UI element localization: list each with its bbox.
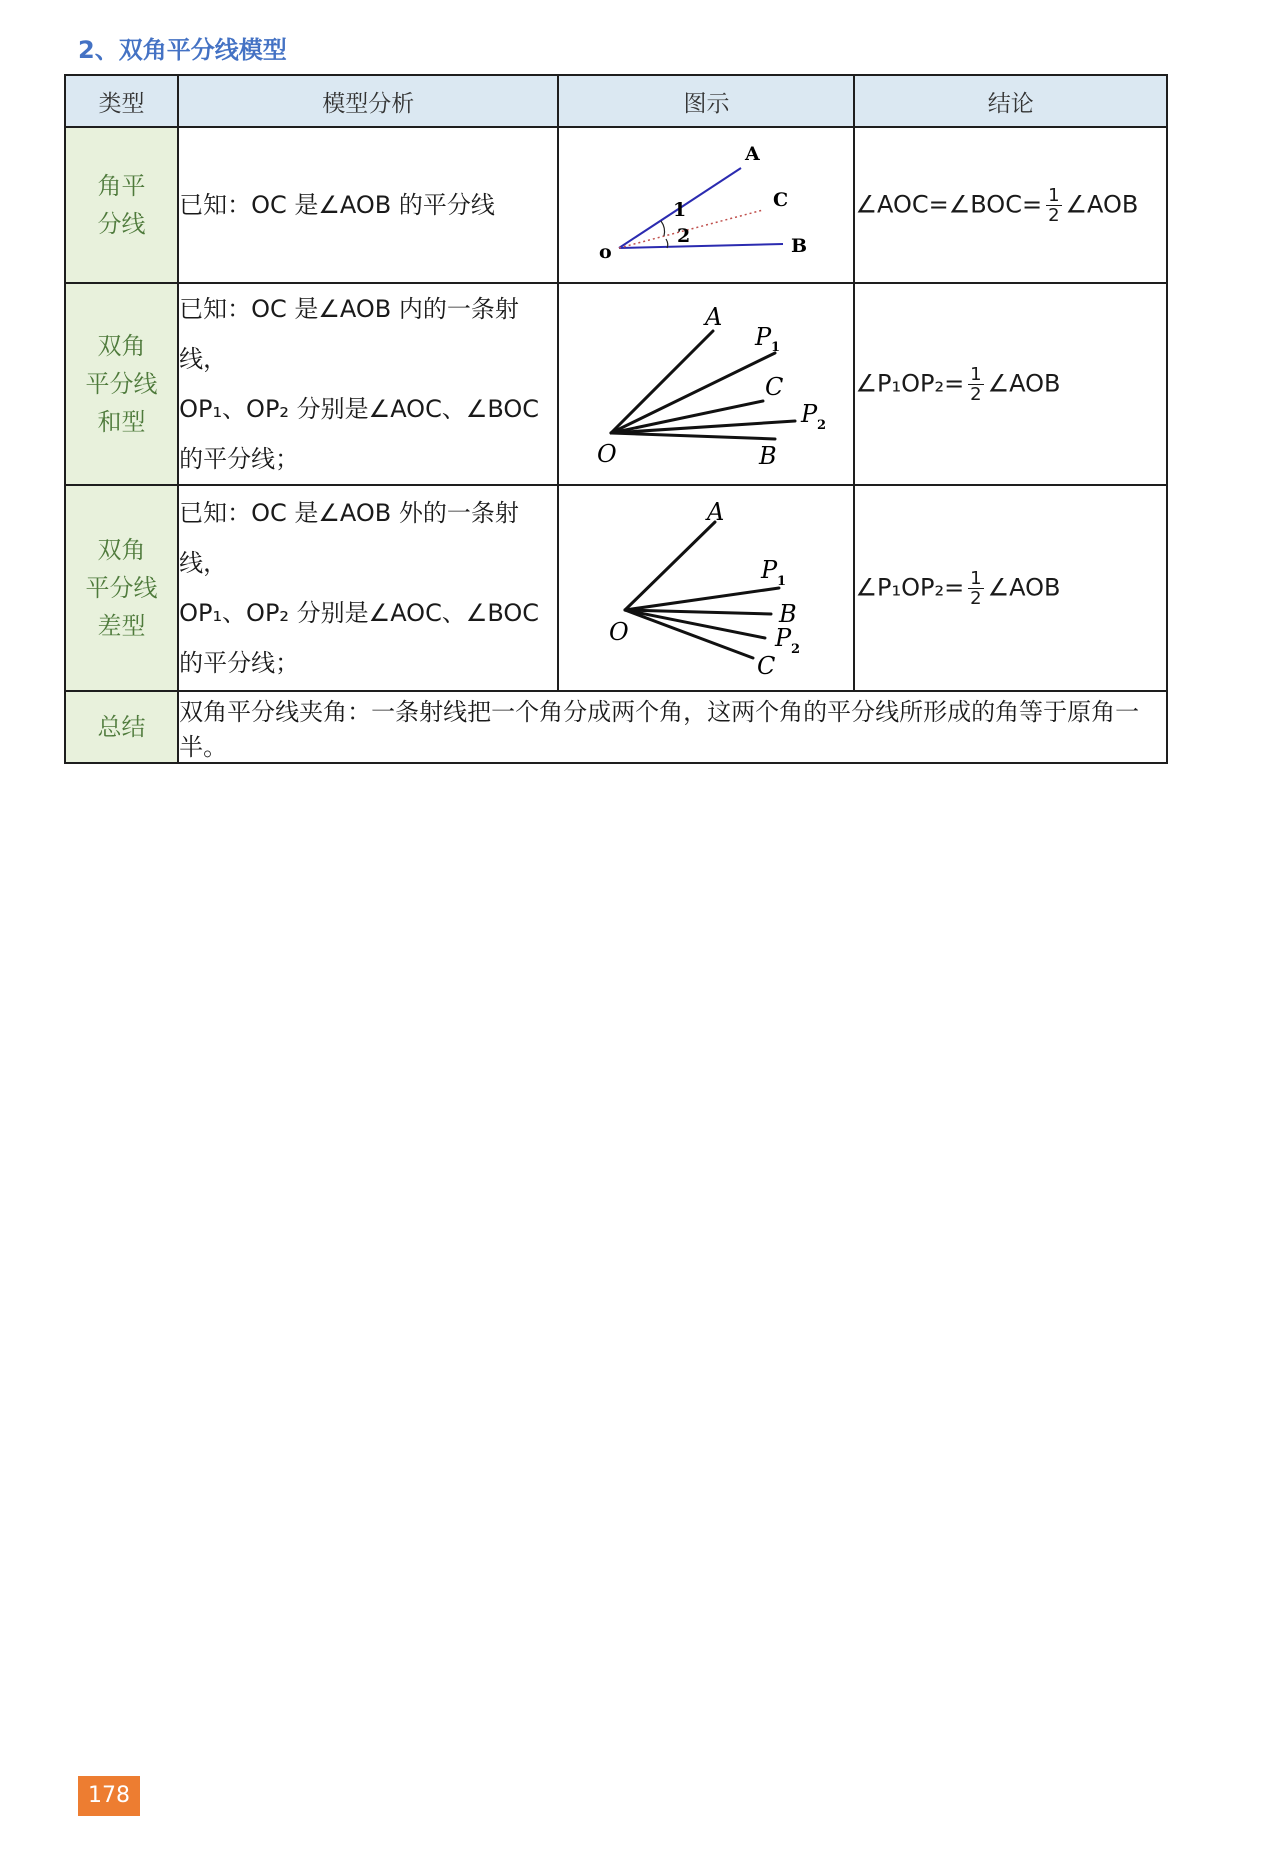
type-cell [65, 127, 178, 283]
fraction-half [1046, 186, 1061, 225]
fraction-numerator: 1 [970, 567, 982, 589]
label-C: C [757, 652, 776, 680]
type-line: 双角 [97, 536, 146, 564]
label-angle-1: 1 [673, 199, 687, 221]
label-B: B [791, 235, 808, 257]
type-line: 平分线 [85, 370, 158, 398]
fraction-numerator: 1 [1048, 184, 1060, 206]
header-conclusion: 结论 [854, 75, 1167, 127]
type-line: 和型 [97, 408, 146, 436]
fraction-numerator: 1 [970, 363, 982, 385]
label-O: o [599, 241, 613, 263]
fraction-denominator: 2 [970, 383, 982, 405]
analysis-line: OP₁、OP₂ 分别是∠AOC、∠BOC [179, 599, 540, 627]
figure-cell [558, 485, 854, 691]
label-P1-subscript: 1 [777, 574, 787, 589]
fraction-half [968, 365, 983, 404]
conclusion-cell [854, 283, 1167, 485]
label-angle-2: 2 [677, 225, 691, 247]
analysis-line: 已知：OC 是∠AOB 外的一条射线， [179, 499, 519, 577]
type-line: 双角 [97, 332, 146, 360]
figure-cell [558, 283, 854, 485]
table-row [65, 485, 1167, 691]
analysis-line: OP₁、OP₂ 分别是∠AOC、∠BOC [179, 395, 540, 423]
analysis-line: 已知：OC 是∠AOB 内的一条射线， [179, 295, 519, 373]
type-line: 角平 [97, 172, 146, 200]
model-table [64, 74, 1168, 764]
label-P2-subscript: 2 [791, 642, 801, 657]
table-row [65, 283, 1167, 485]
label-O: O [597, 439, 618, 468]
section-heading: 2、双角平分线模型 [78, 36, 287, 64]
label-P2: P [775, 624, 792, 652]
difference-bisector-figure [563, 486, 849, 686]
summary-label: 总结 [65, 691, 178, 763]
label-C: C [765, 372, 784, 401]
conclusion-right: ∠AOB [987, 573, 1061, 601]
label-P1-subscript: 1 [771, 339, 781, 355]
type-cell [65, 283, 178, 485]
analysis-cell [178, 283, 558, 485]
label-P1: P [761, 556, 778, 584]
summary-row [65, 691, 1167, 763]
label-P2-subscript: 2 [817, 417, 827, 433]
conclusion-left: ∠P₁OP₂= [855, 573, 965, 601]
analysis-line: 的平分线； [179, 445, 300, 473]
type-cell [65, 485, 178, 691]
label-A: A [705, 302, 723, 331]
analysis-line: 已知：OC 是∠AOB 的平分线 [179, 191, 495, 219]
conclusion-left: ∠P₁OP₂= [855, 369, 965, 397]
type-line: 平分线 [85, 574, 158, 602]
label-B: B [779, 600, 798, 628]
analysis-line: 的平分线； [179, 649, 300, 677]
header-analysis: 模型分析 [178, 75, 558, 127]
analysis-cell [178, 485, 558, 691]
analysis-cell [178, 127, 558, 283]
conclusion-cell [854, 127, 1167, 283]
type-line: 分线 [97, 210, 146, 238]
summary-text: 双角平分线夹角：一条射线把一个角分成两个角，这两个角的平分线所形成的角等于原角一半。 [178, 691, 1167, 763]
figure-cell [558, 127, 854, 283]
sum-bisector-figure [563, 291, 849, 474]
label-B: B [759, 441, 778, 470]
fraction-half [968, 569, 983, 608]
label-C: C [773, 189, 789, 211]
page-number-badge: 178 [78, 1776, 140, 1816]
label-O: O [609, 618, 630, 646]
conclusion-right: ∠AOB [1065, 190, 1139, 218]
conclusion-right: ∠AOB [987, 369, 1061, 397]
label-A: A [745, 143, 761, 165]
conclusion-left: ∠AOC=∠BOC= [855, 190, 1043, 218]
angle-bisector-figure [563, 128, 849, 278]
label-P1: P [755, 322, 772, 351]
conclusion-cell [854, 485, 1167, 691]
label-P2: P [801, 399, 818, 428]
fraction-denominator: 2 [1048, 204, 1060, 226]
label-A: A [707, 498, 725, 526]
table-row [65, 127, 1167, 283]
fraction-denominator: 2 [970, 587, 982, 609]
header-figure: 图示 [558, 75, 854, 127]
table-header-row [65, 75, 1167, 127]
type-line: 差型 [97, 612, 146, 640]
header-type: 类型 [65, 75, 178, 127]
